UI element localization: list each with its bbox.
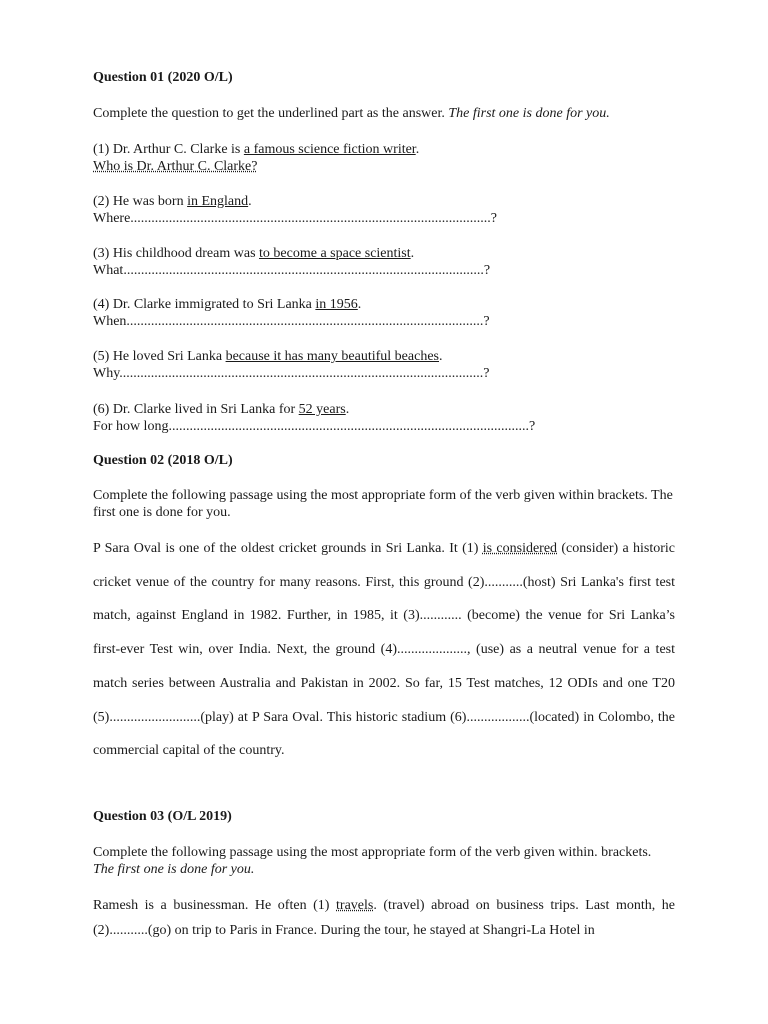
item-sentence: (3) His childhood dream was to become a space scientist. (93, 246, 415, 261)
q2-passage: P Sara Oval is one of the oldest cricket grounds in Sri Lanka. It (1) is considered (consider) a historic cricket venue of the country for many reasons. First, this ground (2)...........(host) Sri Lanka's first test match, against England in 1982. Further, in 1985, it (3)............ (become) the venue for Sri Lanka’s first-ever Test win, over India. Next, the ground (4)...................., (use) as a neutral venue for a test match series between Australia and Pakistan in 2002. So far, 15 Test matches, 12 ODIs and one T20 (5)..........................(play) at P Sara Oval. This historic stadium (6)..................(located) in Colombo, the commercial capital of the country. (93, 541, 675, 759)
item-sentence: (2) He was born in England. (93, 194, 252, 209)
item-sentence: (4) Dr. Clarke immigrated to Sri Lanka in 1956. (93, 297, 362, 312)
q2-heading: Question 02 (2018 O/L) (93, 453, 233, 468)
q3-passage: Ramesh is a businessman. He often (1) travels. (travel) abroad on business trips. Last month, he (2)...........(go) on trip to Paris in France. During the tour, he stayed at Shangri-La Hotel in (93, 898, 676, 938)
q1-item-4 (93, 296, 675, 330)
q3-example-answer: travels (336, 898, 374, 913)
item-prompt: Why........................................................................................................? (93, 366, 490, 381)
item-sentence: (5) He loved Sri Lanka because it has many beautiful beaches. (93, 349, 443, 364)
item-prompt: For how long.......................................................................................................? (93, 419, 536, 434)
item-sentence: (1) Dr. Arthur C. Clarke is a famous science fiction writer. (93, 142, 420, 157)
q1-item-3 (93, 245, 675, 279)
q1-instruction: Complete the question to get the underlined part as the answer. The first one is done for you. (93, 106, 610, 121)
item-sentence: (6) Dr. Clarke lived in Sri Lanka for 52 years. (93, 402, 350, 417)
q3-instruction: Complete the following passage using the most appropriate form of the verb given within. brackets. The first one is done for you. (93, 845, 652, 877)
q2-instruction: Complete the following passage using the most appropriate form of the verb given within brackets. The first one is done for you. (93, 488, 673, 520)
item-prompt: What.......................................................................................................? (93, 263, 491, 278)
item-prompt: When......................................................................................................? (93, 314, 490, 329)
q1-item-5 (93, 348, 675, 382)
item-answer: Who is Dr. Arthur C. Clarke? (93, 159, 258, 174)
q2-example-answer: is considered (482, 541, 558, 556)
item-prompt: Where.......................................................................................................? (93, 211, 498, 226)
q1-item-6 (93, 401, 675, 435)
q1-item-1 (93, 141, 675, 175)
q1-item-2 (93, 193, 675, 227)
q1-heading: Question 01 (2020 O/L) (93, 70, 233, 85)
q3-heading: Question 03 (O/L 2019) (93, 809, 232, 824)
